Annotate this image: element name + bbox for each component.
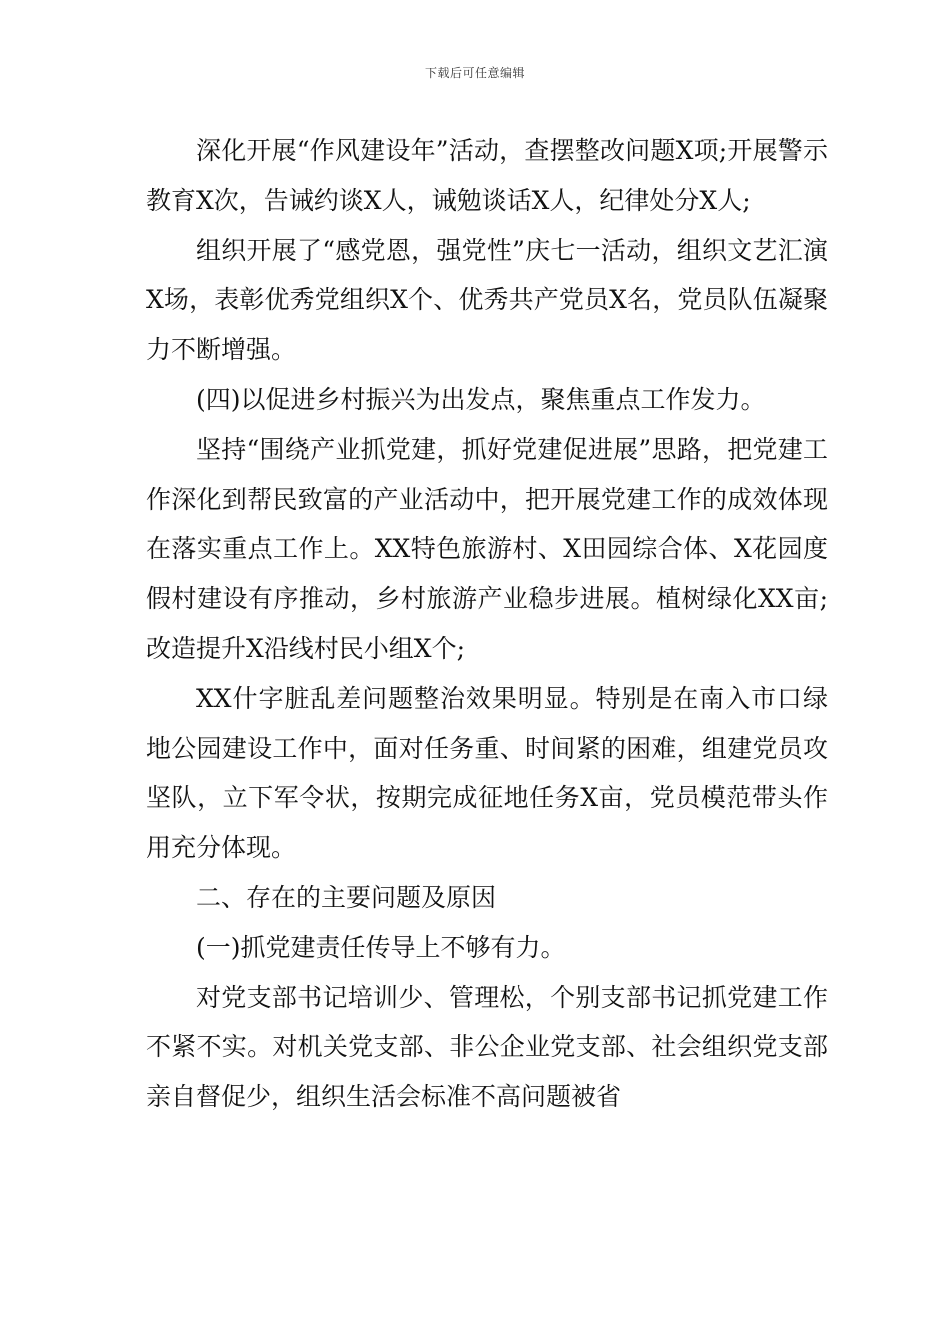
- paragraph-subsection-one-heading: (一)抓党建责任传导上不够有力。: [196, 932, 566, 962]
- paragraph-secretary-training: 对党支部书记培训少、管理松，个别支部书记抓党建工作不紧不实。对机关党支部、非公企业党支部、社会组织党支部亲自督促少，组织生活会标准不高问题被省: [146, 982, 828, 1112]
- page-header: 下载后可任意编辑: [424, 66, 525, 80]
- paragraph-section-two-heading: 二、存在的主要问题及原因: [196, 882, 497, 912]
- document-body: [146, 126, 828, 1122]
- paragraph-industry-party-building: 坚持“围绕产业抓党建，抓好党建促进展”思路，把党建工作深化到帮民致富的产业活动中，把开展党建工作的成效体现在落实重点工作上。XX特色旅游村、X田园综合体、X花园度假村建设有序推动，乡村旅游产业稳步进展。植树绿化XX亩;改造提升X沿线村民小组X个;: [146, 434, 828, 663]
- paragraph-environment-rectification: XX什字脏乱差问题整治效果明显。特别是在南入市口绿地公园建设工作中，面对任务重、时间紧的困难，组建党员攻坚队，立下军令状，按期完成征地任务X亩，党员模范带头作用充分体现。: [146, 683, 828, 863]
- paragraph-july-first-activity: 组织开展了“感党恩，强党性”庆七一活动，组织文艺汇演X场，表彰优秀党组织X个、优秀共产党员X名，党员队伍凝聚力不断增强。: [146, 235, 828, 365]
- paragraph-style-building: 深化开展“作风建设年”活动，查摆整改问题X项;开展警示教育X次，告诫约谈X人，诫勉谈话X人，纪律处分X人;: [146, 136, 828, 215]
- paragraph-section-four-heading: (四)以促进乡村振兴为出发点，聚焦重点工作发力。: [196, 384, 766, 414]
